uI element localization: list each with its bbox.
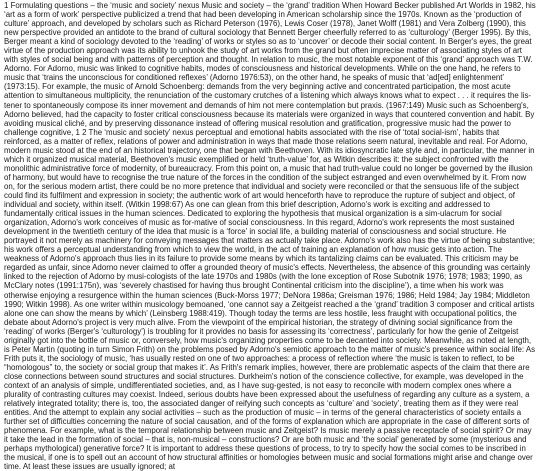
body-text: 1 Formulating questions – the ‘music and society’ nexus Music and society – the ‘grand’ tradition When Howard Becker published Art Worlds in 1982, his ‘art as a form of work’ perspective publicized a trend that had been developing in American scholarship since the 1970s. Known as the ‘production of culture’ approach, and developed by scholars such as Richard Peterson (1976), Lewis Coser (1978), Janet Wolff (1981) and Vera Zolberg (1990), this new perspective provided an antidote to the brand of cultural sociology that Bennett Berger cheerfully referred to as ‘culturology’ (Berger 1995). By this, Berger meant a kind of sociology devoted to the ‘reading’ of works or styles so as to ‘uncover’ or decode their social content. In Berger's eyes, the great virtue of the production approach was its ability to unhook the study of art works from the grand but often imprecise matter of associating styles of art with styles of social being and with patterns of perception and thought. In relation to music, the most notable exponent of this ‘grand’ approach was T.W. Adorno. For Adorno, music was linked to cognitive habits, modes of consciousness and historical developments. While on the one hand, he refers to music that ‘trains the unconscious for conditioned reflexes’ (Adorno 1976:53), on the other hand, he speaks of music that ‘ad[ed] enlightenment’ (1973:15). For example, the music of Arnold Schoenberg: demands from the very beginning active and concentrated participation, the most acute attention to simultaneous multiplicity, the renunciation of the customary crutches of a listening which always knows what to expect . . . it requires the lis-tener to spontaneously compose its inner movement and demands of him not mere contemplation but praxis. (1967:149) Music such as Schoenberg's, Adorno believed, had the capacity to foster critical consciousness because its materials were organized in ways that countered convention and habit. By avoiding musical cliché, and by preserving dissonance instead of offering musical resolution and gratification, progressive music had the power to challenge cognitive, 1 2 The ‘music and society’ nexus perceptual and emotional habits associated with the rise of ‘total social-ism’, habits that reinforced, as a matter of reflex, relations of power and administration in ways that made those relations seem natural, inevitable and real. For Adorno, modern music stood at the end of an historical trajectory, one that began with Beethoven. With its idiosyncratic late style and, in particular, the manner in which it organized musical material, Beethoven's music exemplified or held ‘truth-value’ for, as Witkin describes it: the subject confronted with the monolithic administrative force of modernity, of bureaucracy. From this point on, a music that had truth-value could no longer be governed by the illusion of harmony, but would have to recognise the true nature of the forces in the condition of the subject estranged and even overwhelmed by it. From now on, for the serious modern artist, there could be no more pretence that individual and society were reconciled or that the sensuous life of the subject could find its fulfilment and expression in society; the authentic work of art would henceforth have to reproduce the rupture of subject and object, of individual and society, within itself. (Witkin 1998:67) As one can glean from this brief description, Adorno's work is exciting and addressed to fundamentally critical issues in the human sciences. Dedicated to exploring the hypothesis that musical organization is a sim-ulacrum for social organization, Adorno's work conceives of music as for-mative of social consciousness. In this regard, Adorno's work represents the most sustained development in the twentieth century of the idea that music is a ‘force’ in social life, a building material of consciousness and social structure. He portrayed it not merely as machinery for conveying messages that matters as actually take place. Adorno's work also has the virtue of being substantive; his work offers a perceptual understanding from which to view the world, in the act of training an explanation of how music gets into action. The weakness of Adorno's approach thus lies in its failure to provide some means by which its tantalizing claims can be evaluated. This criticism may be regarded as unfair, since Adorno never claimed to offer a grounded theory of music's effects. Nevertheless, the absence of this grounding was certainly linked to the rejection of Adorno by musi-cologists of the late 1970s and 1980s (with the lone exception of Rose Subotnik 1976; 1978; 1983; 1990, as McClary notes (1991:175n), was ‘severely chastised for having thus brought Continental criticism into the discipline’), a time when his work was otherwise enjoying a resurgence within the human sciences (Buck-Morss 1977; DeNora 1986a; Greisman 1976; 1986; Held 1984; Jay 1984; Middleton 1990; Witkin 1998). As one writer within musicology bemoaned, ‘one cannot say a Zeitgeist reached a the ‘grand’ tradition 3 composer and critical artists alone one can show the means by which’ (Leinsberg 1988:419). Though today the terms are less hostile, less fraught with occupational politics, the debate about Adorno's project is very much alive. From the viewpoint of the empirical historian, the strategy of divining social significance from the ‘reading’ of works (Berger's ‘culturology’) is troubling for it provides no basis for assessing its ‘correctness’, particularly for how the genie of Zeitgeist originally got into the bottle of music or, conversely, how music's organizing properties come to be decanted into society. Meanwhile, as noted at length, is Peter Martin (quoting in turn Simon Frith) on the problems posed by Adorno's semiotic approach to the matter of music's presence within social life: As Frith puts it, the sociology of music, ‘has usually rested on one of two approaches: a process of reflection where ‘the music is taken to reflect, to be “homologous” to, the society or social group that makes it’. As Frith's remark implies, however, there are problematic aspects of the claim that there are close connections between sound structures and social structures. Durkheim's notion of the conscience collective, for example, was developed in the context of an analysis of simple, undifferentiated societies, and, as I have sug-gested, is not easy to reconcile with modern complex ones where a plurality of contrasting cultures may coexist. Indeed, serious doubts have been expressed about the usefulness of regarding any culture as a system, a relatively integrated totality; there is, too, the associated danger of reifying such concepts as ‘culture’ and ‘society’, treating them as if they were real entities. And the attempt to explain any social activities – such as the production of music – in terms of the general characteristics of society entails a further set of difficulties concerning the nature of social causation, and of the forms of explanation which are appropriate in the case of different sorts of phenomena. For example, what is the temporal relationship between music and Zeitgeist? Is music merely a passive receptacle of social spirit? Or may it take the lead in the formation of social – that is, non-musical – constructions? Or are both music and ‘the social’ generated by some (mysterious and perhaps mythological) generative force? It is important to address these questions of process, to try to specify how the social comes to be inscribed in the musical, if one is to spell out an account of how structural affinities or homologies between music and social formations might arise and change over time. At least these issues are usually ignored; at — [4, 1, 536, 471]
